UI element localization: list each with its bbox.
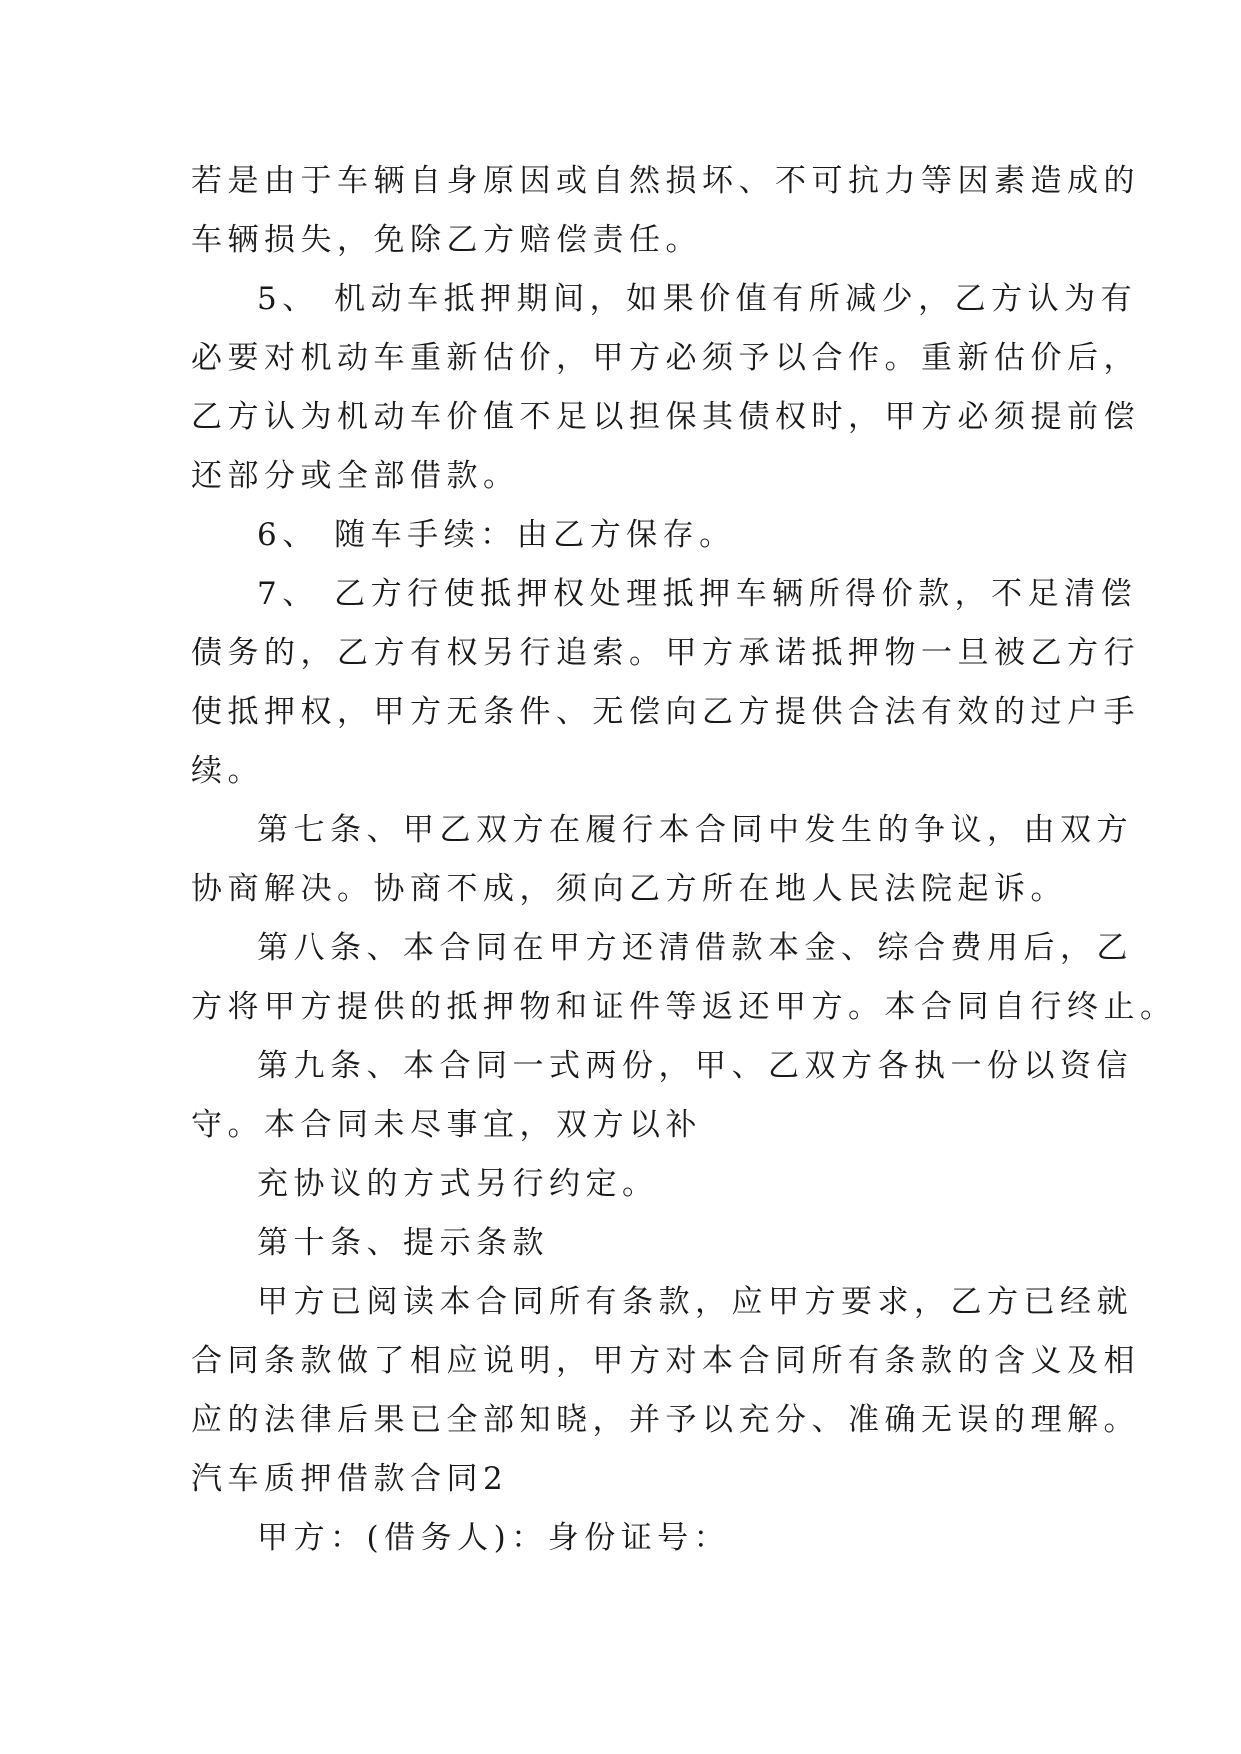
document-body: [191, 152, 1177, 1568]
text-line: 续。: [191, 753, 264, 789]
text-line: 还部分或全部借款。: [191, 458, 520, 494]
text-line: 甲方：(借务人)：身份证号：: [257, 1520, 731, 1556]
text-line: 守。本合同未尽事宜，双方以补: [191, 1107, 702, 1143]
text-line: 充协议的方式另行约定。: [257, 1166, 659, 1202]
text-line: 车辆损失，免除乙方赔偿责任。: [191, 222, 702, 258]
text-line: 7、 乙方行使抵押权处理抵押车辆所得价款，不足清偿: [257, 576, 1138, 612]
text-line: 5、 机动车抵押期间，如果价值有所减少，乙方认为有: [257, 281, 1138, 317]
text-line: 合同条款做了相应说明，甲方对本合同所有条款的含义及相: [191, 1343, 1140, 1379]
text-line: 甲方已阅读本合同所有条款，应甲方要求，乙方已经就: [257, 1284, 1133, 1320]
text-line: 6、 随车手续：由乙方保存。: [257, 517, 736, 553]
text-line: 必要对机动车重新估价，甲方必须予以合作。重新估价后，: [191, 340, 1140, 376]
text-line: 第九条、本合同一式两份，甲、乙双方各执一份以资信: [257, 1048, 1133, 1084]
text-line: 若是由于车辆自身原因或自然损坏、不可抗力等因素造成的: [191, 163, 1140, 199]
document-title: 汽车质押借款合同2: [191, 1461, 509, 1497]
text-line: 第十条、提示条款: [257, 1225, 549, 1261]
text-line: 使抵押权，甲方无条件、无偿向乙方提供合法有效的过户手: [191, 694, 1140, 730]
text-line: 协商解决。协商不成，须向乙方所在地人民法院起诉。: [191, 871, 1067, 907]
text-line: 乙方认为机动车价值不足以担保其债权时，甲方必须提前偿: [191, 399, 1140, 435]
text-line: 第七条、甲乙双方在履行本合同中发生的争议，由双方: [257, 812, 1133, 848]
text-line: 应的法律后果已全部知晓，并予以充分、准确无误的理解。: [191, 1402, 1140, 1438]
text-line: 第八条、本合同在甲方还清借款本金、综合费用后，乙: [257, 930, 1133, 966]
text-line: 债务的，乙方有权另行追索。甲方承诺抵押物一旦被乙方行: [191, 635, 1140, 671]
text-line: 方将甲方提供的抵押物和证件等返还甲方。本合同自行终止。: [191, 989, 1177, 1025]
